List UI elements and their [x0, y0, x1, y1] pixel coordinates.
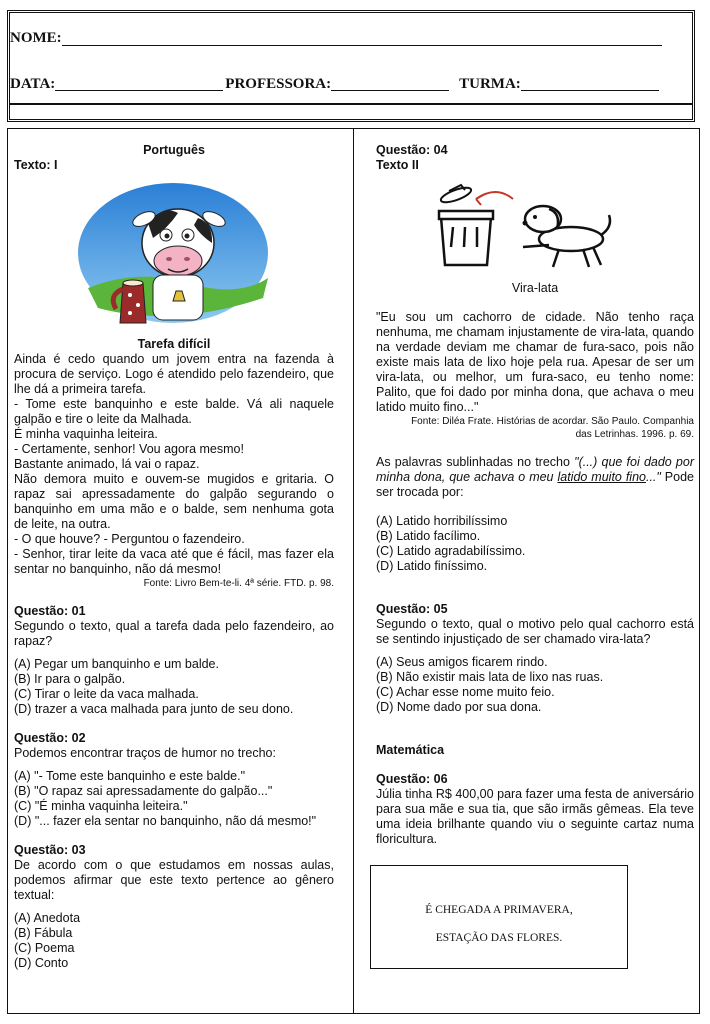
story-source: Fonte: Livro Bem-te-li. 4ª série. FTD. p. 98.: [143, 578, 334, 589]
q5-option-c[interactable]: (C) Achar esse nome muito feio.: [376, 685, 555, 699]
professora-field[interactable]: [331, 77, 449, 91]
q5-option-d[interactable]: (D) Nome dado por sua dona.: [376, 700, 542, 714]
question-2-text: Podemos encontrar traços de humor no trecho:: [14, 746, 276, 760]
data-label: DATA:: [10, 76, 56, 92]
turma-field[interactable]: [521, 77, 659, 91]
q2-option-c[interactable]: (C) "É minha vaquinha leiteira.": [14, 799, 188, 813]
q3-option-c[interactable]: (C) Poema: [14, 941, 75, 955]
q5-option-b[interactable]: (B) Não existir mais lata de lixo nas ruas.: [376, 670, 604, 684]
nome-label: NOME:: [10, 30, 62, 46]
q5-option-a[interactable]: (A) Seus amigos ficarem rindo.: [376, 655, 548, 669]
q3-option-d[interactable]: (D) Conto: [14, 956, 69, 970]
story-paragraph: Não demora muito e ouvem-se mugidos e gritaria. O rapaz sai apressadamente do galpão segurando o banquinho em uma mão e o balde, sem nenhuma gota de leite, na outra.: [14, 472, 334, 531]
question-5-label: Questão: 05: [376, 602, 448, 616]
dog-trashcan-illustration: [431, 177, 621, 277]
q4-underlined-part: latido muito fino: [557, 470, 646, 484]
question-5-text: Segundo o texto, qual o motivo pelo qual cachorro está se sentindo injustiçado de ser chamado vira-lata?: [376, 617, 694, 646]
q1-option-c[interactable]: (C) Tirar o leite da vaca malhada.: [14, 687, 199, 701]
texto-label: Texto: I: [14, 158, 58, 172]
dog-quote: "Eu sou um cachorro de cidade. Não tenho raça nenhuma, me chamam injustamente de vira-lata, quando na verdade deviam me chamar de fura-saco, pois não existe mais lata de lixo hoje pela rua. Apesar de ser um vira-lata, ou melhor, um fura-saco, eu tenho nome: Palito, que foi dado por minha dona, que achava o meu latido muito fino...": [376, 310, 694, 414]
q3-option-b[interactable]: (B) Fábula: [14, 926, 73, 940]
nome-field[interactable]: [62, 32, 662, 46]
sign-line-1: É CHEGADA A PRIMAVERA,: [425, 904, 573, 916]
q2-option-a[interactable]: (A) "- Tome este banquinho e este balde.": [14, 769, 246, 783]
subject-title: Português: [143, 143, 205, 157]
dog-caption: Vira-lata: [511, 281, 559, 295]
q2-option-d[interactable]: (D) "... fazer ela sentar no banquinho, não dá mesmo!": [14, 814, 317, 828]
question-2-label: Questão: 02: [14, 731, 86, 745]
texto-2-label: Texto II: [376, 158, 419, 172]
q4-text-part: As palavras sublinhadas no trecho: [376, 455, 575, 469]
flower-shop-sign: [370, 865, 628, 969]
quote-source: Fonte: Diléa Frate. Histórias de acordar. São Paulo. Companhia das Letrinhas. 1996. p. 69.: [411, 416, 694, 440]
q3-option-a[interactable]: (A) Anedota: [14, 911, 81, 925]
q1-option-a[interactable]: (A) Pegar um banquinho e um balde.: [14, 657, 219, 671]
header-divider: [10, 103, 692, 105]
nome-row: [10, 31, 662, 46]
data-field[interactable]: [55, 77, 223, 91]
question-4-label: Questão: 04: [376, 143, 448, 157]
q4-option-c[interactable]: (C) Latido agradabilíssimo.: [376, 544, 526, 558]
question-6-label: Questão: 06: [376, 772, 448, 786]
story-paragraph: - Tome este banquinho e este balde. Vá ali naquele galpão e tire o leite da Malhada.: [14, 397, 334, 426]
q4-option-a[interactable]: (A) Latido horribilíssimo: [376, 514, 508, 528]
left-column: [14, 143, 334, 971]
q4-italic-end: ...": [645, 470, 661, 484]
professora-label: PROFESSORA:: [225, 76, 332, 92]
q1-option-b[interactable]: (B) Ir para o galpão.: [14, 672, 126, 686]
q4-italic-part: "(...) que foi dado por minha dona, que achava o meu: [376, 455, 694, 484]
cow-illustration: [78, 183, 268, 333]
question-1-text: Segundo o texto, qual a tarefa dada pelo fazendeiro, ao rapaz?: [14, 619, 334, 648]
story-paragraph: É minha vaquinha leiteira.: [14, 427, 158, 441]
question-6-text: Júlia tinha R$ 400,00 para fazer uma festa de aniversário para sua mãe e sua tia, que são irmãs gêmeas. Ela teve uma ideia brilhante quando viu o seguinte cartaz numa floricultura.: [376, 787, 694, 846]
question-3-label: Questão: 03: [14, 843, 86, 857]
column-divider: [353, 128, 354, 1014]
sign-line-2: ESTAÇÃO DAS FLORES.: [435, 932, 563, 944]
header-box: [7, 10, 695, 122]
info-row: [10, 77, 659, 92]
story-paragraph: - Senhor, tirar leite da vaca até que é fácil, mas fazer ela sentar no banquinho, não dá mesmo!: [14, 547, 334, 576]
math-section-title: Matemática: [376, 743, 445, 757]
question-4-text: [376, 455, 694, 500]
story-paragraph: - Certamente, senhor! Vou agora mesmo!: [14, 442, 244, 456]
q4-option-b[interactable]: (B) Latido facílimo.: [376, 529, 481, 543]
q4-option-d[interactable]: (D) Latido finíssimo.: [376, 559, 488, 573]
q1-option-d[interactable]: (D) trazer a vaca malhada para junto de seu dono.: [14, 702, 294, 716]
story-paragraph: Bastante animado, lá vai o rapaz.: [14, 457, 200, 471]
question-1-label: Questão: 01: [14, 604, 86, 618]
right-column: [376, 143, 694, 969]
story-paragraph: Ainda é cedo quando um jovem entra na fazenda à procura de serviço. Logo é atendido pelo fazendeiro, que lhe dá a primeira tarefa.: [14, 352, 334, 396]
question-3-text: De acordo com o que estudamos em nossas aulas, podemos afirmar que este texto pertence ao gênero textual:: [14, 858, 334, 902]
q4-text-end: Pode ser trocada por:: [376, 470, 694, 499]
story-title: Tarefa difícil: [137, 337, 211, 351]
q2-option-b[interactable]: (B) "O rapaz sai apressadamente do galpão...": [14, 784, 273, 798]
story-paragraph: - O que houve? - Perguntou o fazendeiro.: [14, 532, 245, 546]
turma-label: TURMA:: [459, 76, 521, 92]
